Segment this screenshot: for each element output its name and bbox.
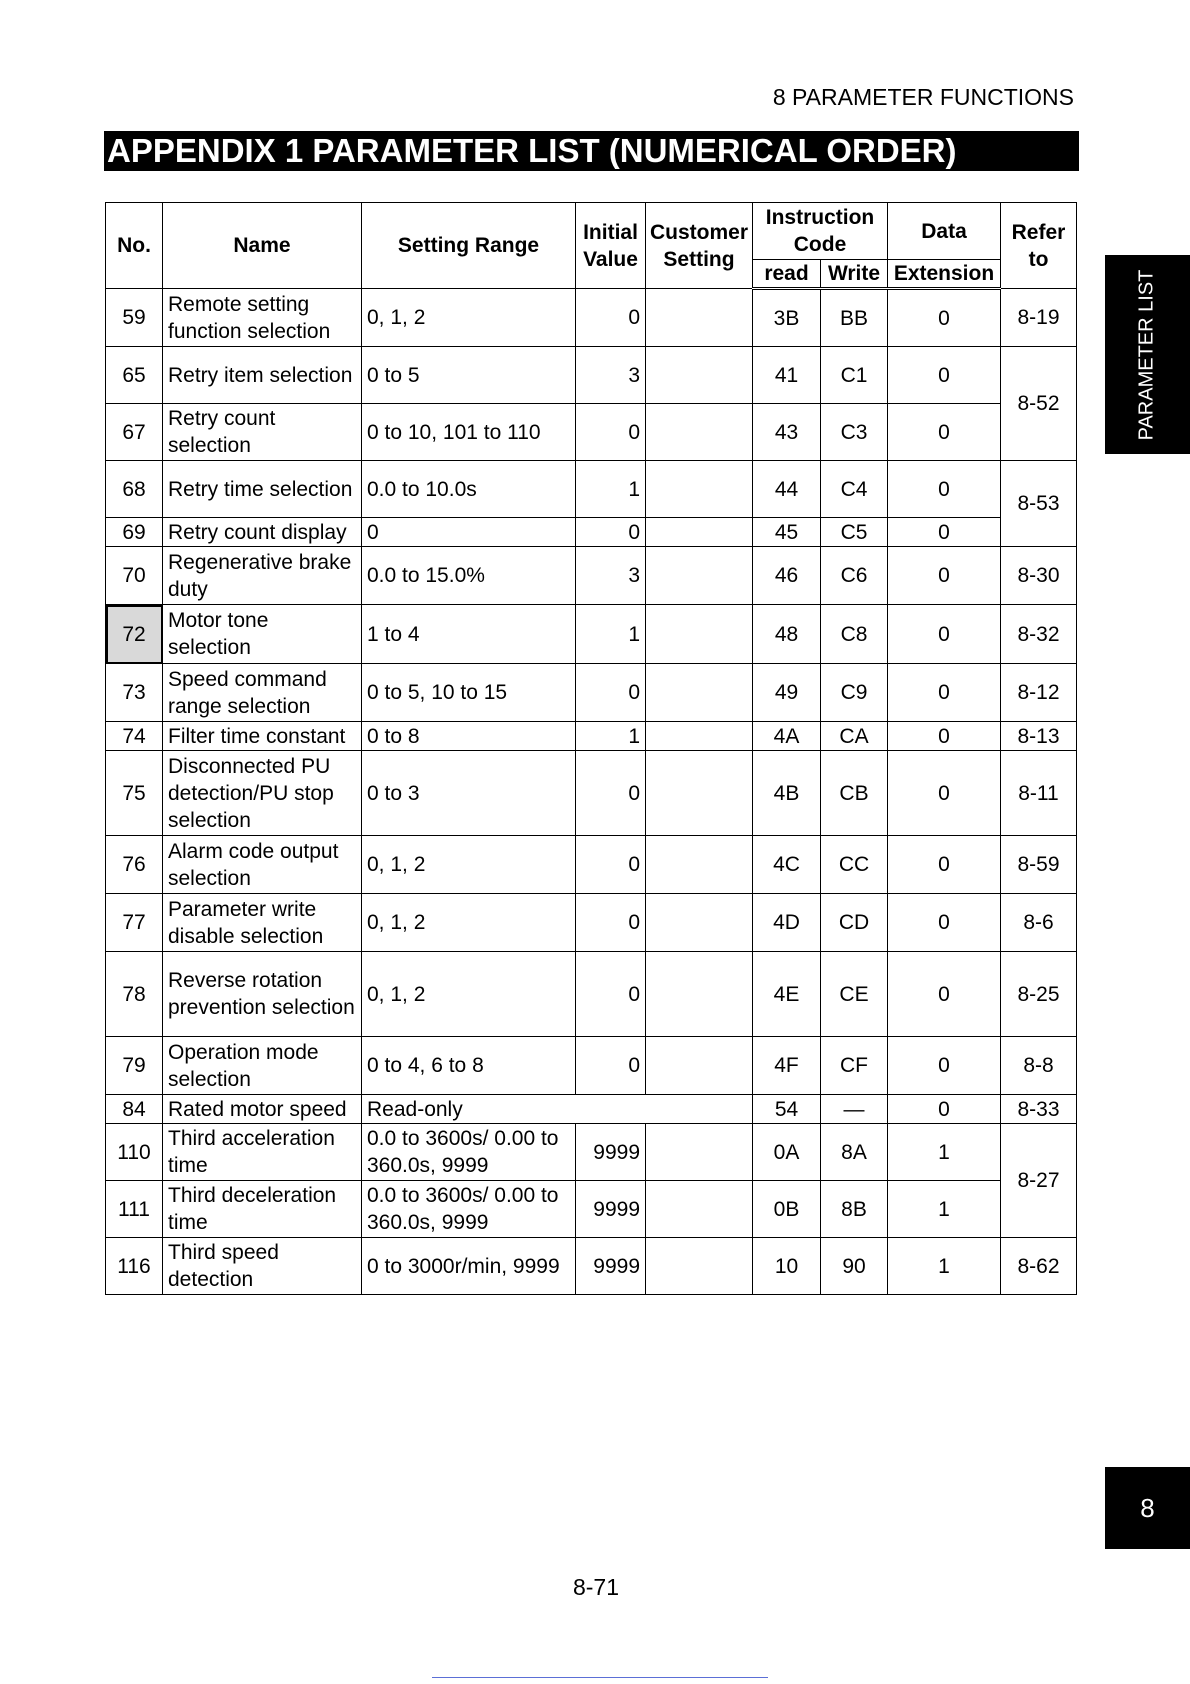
cell-refer: 8-62 (1001, 1238, 1077, 1295)
table-row (106, 518, 1077, 547)
cell-write: — (821, 1095, 888, 1124)
cell-initial: 9999 (576, 1181, 646, 1238)
cell-customer (646, 894, 753, 952)
table-row (106, 664, 1077, 722)
cell-refer: 8-32 (1001, 605, 1077, 664)
cell-no: 68 (106, 461, 163, 518)
header-name: Name (163, 203, 362, 289)
section-header: 8 PARAMETER FUNCTIONS (772, 84, 1074, 110)
header-initial-value: Initial Value (576, 203, 646, 289)
cell-extension: 0 (888, 894, 1001, 952)
cell-write: 8A (821, 1124, 888, 1181)
cell-name: Third speed detection (163, 1238, 362, 1295)
cell-customer (646, 347, 753, 404)
table-row (106, 547, 1077, 605)
cell-write: BB (821, 289, 888, 347)
cell-read: 0A (753, 1124, 821, 1181)
cell-name: Disconnected PU detection/PU stop selection (163, 751, 362, 836)
cell-read: 4E (753, 952, 821, 1037)
cell-customer (646, 1124, 753, 1181)
cell-initial: 0 (576, 751, 646, 836)
header-read: read (753, 260, 821, 289)
table-row (106, 404, 1077, 461)
cell-range: 0 to 3 (362, 751, 576, 836)
cell-customer (646, 289, 753, 347)
cell-extension: 0 (888, 1095, 1001, 1124)
cell-range: 0 to 5, 10 to 15 (362, 664, 576, 722)
cell-initial: 1 (576, 722, 646, 751)
cell-range: 0 to 8 (362, 722, 576, 751)
table-row (106, 461, 1077, 518)
cell-write: C6 (821, 547, 888, 605)
cell-no: 110 (106, 1124, 163, 1181)
cell-name: Operation mode selection (163, 1037, 362, 1095)
cell-customer (646, 1181, 753, 1238)
cell-initial: 3 (576, 547, 646, 605)
cell-name: Remote setting function selection (163, 289, 362, 347)
cell-range: 0.0 to 3600s/ 0.00 to 360.0s, 9999 (362, 1181, 576, 1238)
cell-no: 70 (106, 547, 163, 605)
header-no: No. (106, 203, 163, 289)
cell-extension: 0 (888, 751, 1001, 836)
cell-range: 1 to 4 (362, 605, 576, 664)
cell-refer: 8-8 (1001, 1037, 1077, 1095)
table-row (106, 952, 1077, 1037)
cell-read: 48 (753, 605, 821, 664)
cell-range: 0 to 10, 101 to 110 (362, 404, 576, 461)
cell-refer: 8-25 (1001, 952, 1077, 1037)
cell-read: 44 (753, 461, 821, 518)
cell-no: 84 (106, 1095, 163, 1124)
cell-initial: 0 (576, 289, 646, 347)
header-setting-range: Setting Range (362, 203, 576, 289)
cell-refer: 8-12 (1001, 664, 1077, 722)
cell-read: 4B (753, 751, 821, 836)
side-tab-label: PARAMETER LIST (1135, 269, 1158, 441)
header-extension: Extension (888, 260, 1001, 289)
table-row (106, 894, 1077, 952)
cell-write: C1 (821, 347, 888, 404)
cell-initial: 3 (576, 347, 646, 404)
cell-initial: 9999 (576, 1124, 646, 1181)
cell-name: Retry time selection (163, 461, 362, 518)
cell-range: 0, 1, 2 (362, 836, 576, 894)
cell-name: Third deceleration time (163, 1181, 362, 1238)
parameter-table (105, 202, 1077, 1295)
cell-write: CA (821, 722, 888, 751)
cell-initial: 0 (576, 836, 646, 894)
cell-no: 75 (106, 751, 163, 836)
header-refer-to: Refer to (1001, 203, 1077, 289)
cell-no: 76 (106, 836, 163, 894)
cell-write: 8B (821, 1181, 888, 1238)
table-row (106, 1037, 1077, 1095)
cell-read: 45 (753, 518, 821, 547)
cell-read: 4A (753, 722, 821, 751)
cell-customer (646, 1037, 753, 1095)
cell-extension: 0 (888, 605, 1001, 664)
cell-initial: 1 (576, 605, 646, 664)
cell-no: 74 (106, 722, 163, 751)
cell-range: 0 to 4, 6 to 8 (362, 1037, 576, 1095)
table-row (106, 347, 1077, 404)
cell-write: C5 (821, 518, 888, 547)
cell-read: 4F (753, 1037, 821, 1095)
cell-name: Retry count selection (163, 404, 362, 461)
cell-read: 49 (753, 664, 821, 722)
cell-extension: 1 (888, 1238, 1001, 1295)
cell-name: Regenerative brake duty (163, 547, 362, 605)
table-row (106, 605, 1077, 664)
cell-write: C9 (821, 664, 888, 722)
cell-extension: 0 (888, 1037, 1001, 1095)
cell-name: Alarm code output selection (163, 836, 362, 894)
cell-read: 54 (753, 1095, 821, 1124)
cell-customer (646, 836, 753, 894)
table-row (106, 1238, 1077, 1295)
cell-refer: 8-13 (1001, 722, 1077, 751)
cell-range: 0.0 to 10.0s (362, 461, 576, 518)
cell-name: Retry count display (163, 518, 362, 547)
cell-range: 0, 1, 2 (362, 952, 576, 1037)
cell-customer (646, 1238, 753, 1295)
cell-customer (646, 605, 753, 664)
cell-no: 69 (106, 518, 163, 547)
cell-customer (646, 518, 753, 547)
cell-read: 4C (753, 836, 821, 894)
table-row (106, 289, 1077, 347)
cell-extension: 0 (888, 404, 1001, 461)
cell-write: CE (821, 952, 888, 1037)
cell-write: CC (821, 836, 888, 894)
table-row (106, 1181, 1077, 1238)
cell-name: Rated motor speed (163, 1095, 362, 1124)
cell-extension: 0 (888, 836, 1001, 894)
cell-no: 67 (106, 404, 163, 461)
cell-write: CF (821, 1037, 888, 1095)
cell-name: Retry item selection (163, 347, 362, 404)
cell-extension: 0 (888, 547, 1001, 605)
cell-name: Parameter write disable selection (163, 894, 362, 952)
cell-name: Reverse rotation prevention selection (163, 952, 362, 1037)
page-number: 8-71 (572, 1574, 620, 1600)
cell-write: C8 (821, 605, 888, 664)
cell-no: 73 (106, 664, 163, 722)
cell-refer: 8-33 (1001, 1095, 1077, 1124)
cell-read: 10 (753, 1238, 821, 1295)
side-tab-parameter-list (1105, 255, 1190, 454)
table-row (106, 1095, 1077, 1124)
table-row (106, 1124, 1077, 1181)
cell-initial: 1 (576, 461, 646, 518)
cell-extension: 0 (888, 952, 1001, 1037)
cell-initial: 0 (576, 894, 646, 952)
cell-initial: 0 (576, 952, 646, 1037)
cell-extension: 0 (888, 289, 1001, 347)
cell-refer: 8-53 (1001, 461, 1077, 547)
cell-no-highlighted: 72 (106, 605, 163, 664)
cell-range: 0, 1, 2 (362, 289, 576, 347)
cell-write: C4 (821, 461, 888, 518)
cell-no: 59 (106, 289, 163, 347)
cell-range: 0 to 3000r/min, 9999 (362, 1238, 576, 1295)
cell-read: 0B (753, 1181, 821, 1238)
cell-refer: 8-59 (1001, 836, 1077, 894)
cell-extension: 0 (888, 347, 1001, 404)
cell-no: 65 (106, 347, 163, 404)
cell-customer (646, 722, 753, 751)
cell-customer (646, 664, 753, 722)
cell-initial: 0 (576, 404, 646, 461)
cell-range: 0.0 to 15.0% (362, 547, 576, 605)
cell-no: 116 (106, 1238, 163, 1295)
table-row (106, 722, 1077, 751)
cell-no: 111 (106, 1181, 163, 1238)
bottom-rule (432, 1677, 768, 1678)
cell-refer: 8-19 (1001, 289, 1077, 347)
cell-read: 4D (753, 894, 821, 952)
cell-refer: 8-52 (1001, 347, 1077, 461)
cell-refer: 8-6 (1001, 894, 1077, 952)
cell-refer: 8-27 (1001, 1124, 1077, 1238)
cell-initial: 0 (576, 1037, 646, 1095)
cell-write: CB (821, 751, 888, 836)
cell-name: Motor tone selection (163, 605, 362, 664)
cell-write: 90 (821, 1238, 888, 1295)
table-row (106, 751, 1077, 836)
cell-extension: 0 (888, 461, 1001, 518)
cell-initial: 0 (576, 664, 646, 722)
cell-refer: 8-30 (1001, 547, 1077, 605)
cell-customer (646, 751, 753, 836)
header-write: Write (821, 260, 888, 289)
cell-write: C3 (821, 404, 888, 461)
header-customer-setting: Customer Setting (646, 203, 753, 289)
cell-range: 0 (362, 518, 576, 547)
cell-read: 41 (753, 347, 821, 404)
cell-range: 0 to 5 (362, 347, 576, 404)
cell-name: Filter time constant (163, 722, 362, 751)
cell-no: 77 (106, 894, 163, 952)
cell-extension: 1 (888, 1124, 1001, 1181)
cell-no: 78 (106, 952, 163, 1037)
cell-range: 0, 1, 2 (362, 894, 576, 952)
cell-read: 46 (753, 547, 821, 605)
cell-extension: 0 (888, 722, 1001, 751)
cell-extension: 0 (888, 518, 1001, 547)
cell-no: 79 (106, 1037, 163, 1095)
cell-name: Third acceleration time (163, 1124, 362, 1181)
cell-range: Read-only (362, 1095, 753, 1124)
cell-read: 3B (753, 289, 821, 347)
cell-refer: 8-11 (1001, 751, 1077, 836)
cell-read: 43 (753, 404, 821, 461)
table-row (106, 836, 1077, 894)
cell-initial: 9999 (576, 1238, 646, 1295)
header-data: Data (888, 203, 1001, 260)
cell-customer (646, 952, 753, 1037)
cell-initial: 0 (576, 518, 646, 547)
cell-customer (646, 404, 753, 461)
cell-name: Speed command range selection (163, 664, 362, 722)
header-instruction-code: Instruction Code (753, 203, 888, 260)
cell-range: 0.0 to 3600s/ 0.00 to 360.0s, 9999 (362, 1124, 576, 1181)
chapter-tab: 8 (1105, 1467, 1190, 1549)
cell-write: CD (821, 894, 888, 952)
cell-extension: 0 (888, 664, 1001, 722)
cell-customer (646, 461, 753, 518)
cell-customer (646, 547, 753, 605)
page-title: APPENDIX 1 PARAMETER LIST (NUMERICAL ORDER) (104, 131, 1079, 171)
cell-extension: 1 (888, 1181, 1001, 1238)
